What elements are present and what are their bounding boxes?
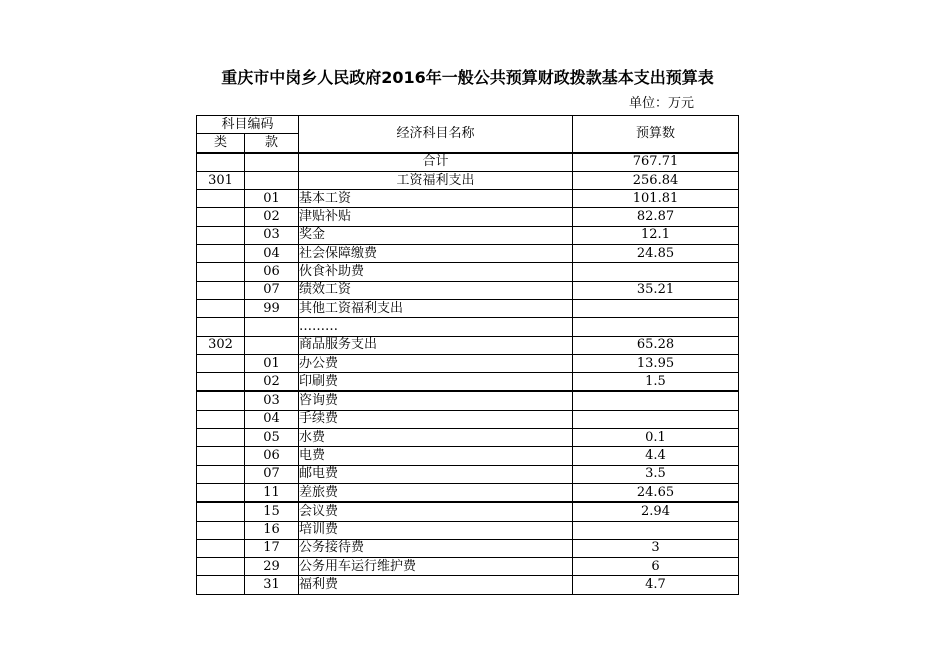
cell-lei: [197, 354, 245, 372]
cell-lei: [197, 521, 245, 539]
table-row: [197, 171, 739, 189]
cell-amount: 256.84: [573, 171, 739, 189]
cell-amount: [573, 521, 739, 539]
cell-kuan: [245, 171, 299, 189]
cell-name: 公务用车运行维护费: [299, 558, 573, 576]
table-row: [197, 208, 739, 226]
cell-kuan: 15: [245, 502, 299, 521]
header-kuan: 款: [245, 134, 299, 153]
cell-kuan: 11: [245, 483, 299, 502]
cell-lei: [197, 576, 245, 594]
cell-lei: [197, 318, 245, 336]
cell-amount: [573, 410, 739, 428]
cell-lei: 301: [197, 171, 245, 189]
cell-lei: [197, 539, 245, 557]
unit-label: 单位：万元: [628, 96, 694, 111]
cell-name: ………: [299, 318, 573, 336]
table-row: [197, 336, 739, 354]
cell-name: 基本工资: [299, 190, 573, 208]
cell-kuan: 06: [245, 447, 299, 465]
cell-kuan: 05: [245, 429, 299, 447]
table-row: [197, 558, 739, 576]
cell-kuan: 07: [245, 281, 299, 299]
cell-kuan: 06: [245, 263, 299, 281]
table-row: [197, 521, 739, 539]
table-row: [197, 318, 739, 336]
header-code-group: 科目编码: [197, 116, 299, 134]
cell-amount: 0.1: [573, 429, 739, 447]
cell-kuan: 07: [245, 465, 299, 483]
table-row: [197, 281, 739, 299]
cell-kuan: 03: [245, 391, 299, 410]
cell-kuan: 17: [245, 539, 299, 557]
cell-lei: 302: [197, 336, 245, 354]
table-row: [197, 539, 739, 557]
cell-amount: 1.5: [573, 373, 739, 392]
cell-lei: [197, 391, 245, 410]
cell-lei: [197, 429, 245, 447]
table-row: [197, 245, 739, 263]
cell-lei: [197, 153, 245, 172]
cell-lei: [197, 410, 245, 428]
cell-kuan: 16: [245, 521, 299, 539]
table-row: [197, 447, 739, 465]
cell-kuan: 01: [245, 354, 299, 372]
cell-name: 其他工资福利支出: [299, 299, 573, 317]
cell-name: 合计: [299, 153, 573, 172]
cell-amount: 24.85: [573, 245, 739, 263]
table-row: [197, 483, 739, 502]
table-row: [197, 502, 739, 521]
cell-lei: [197, 245, 245, 263]
cell-lei: [197, 226, 245, 244]
table-row: [197, 263, 739, 281]
cell-amount: 101.81: [573, 190, 739, 208]
cell-name: 奖金: [299, 226, 573, 244]
cell-name: 邮电费: [299, 465, 573, 483]
cell-name: 印刷费: [299, 373, 573, 392]
cell-kuan: 04: [245, 245, 299, 263]
cell-amount: 2.94: [573, 502, 739, 521]
cell-lei: [197, 281, 245, 299]
cell-lei: [197, 483, 245, 502]
cell-kuan: 99: [245, 299, 299, 317]
cell-amount: 35.21: [573, 281, 739, 299]
cell-name: 水费: [299, 429, 573, 447]
cell-name: 手续费: [299, 410, 573, 428]
table-row: [197, 299, 739, 317]
table-row: [197, 410, 739, 428]
cell-name: 办公费: [299, 354, 573, 372]
table-row: [197, 153, 739, 172]
cell-amount: 13.95: [573, 354, 739, 372]
cell-kuan: 02: [245, 373, 299, 392]
header-name: 经济科目名称: [299, 116, 573, 153]
cell-amount: 4.7: [573, 576, 739, 594]
cell-lei: [197, 373, 245, 392]
cell-name: 培训费: [299, 521, 573, 539]
cell-amount: 3.5: [573, 465, 739, 483]
table-row: [197, 226, 739, 244]
cell-amount: 6: [573, 558, 739, 576]
table-row: [197, 354, 739, 372]
header-row: [197, 116, 739, 134]
cell-name: 社会保障缴费: [299, 245, 573, 263]
table-row: [197, 465, 739, 483]
cell-lei: [197, 558, 245, 576]
cell-name: 商品服务支出: [299, 336, 573, 354]
cell-amount: 767.71: [573, 153, 739, 172]
cell-name: 伙食补助费: [299, 263, 573, 281]
cell-lei: [197, 465, 245, 483]
header-lei: 类: [197, 134, 245, 153]
table-row: [197, 429, 739, 447]
cell-amount: [573, 263, 739, 281]
table-row: [197, 576, 739, 594]
cell-lei: [197, 299, 245, 317]
cell-kuan: 03: [245, 226, 299, 244]
cell-amount: 82.87: [573, 208, 739, 226]
cell-name: 绩效工资: [299, 281, 573, 299]
cell-amount: [573, 299, 739, 317]
cell-amount: 4.4: [573, 447, 739, 465]
cell-name: 公务接待费: [299, 539, 573, 557]
cell-amount: 24.65: [573, 483, 739, 502]
cell-kuan: 29: [245, 558, 299, 576]
cell-amount: [573, 391, 739, 410]
cell-kuan: 01: [245, 190, 299, 208]
cell-lei: [197, 263, 245, 281]
cell-kuan: [245, 336, 299, 354]
header-amount: 预算数: [573, 116, 739, 153]
cell-amount: 3: [573, 539, 739, 557]
table-row: [197, 190, 739, 208]
cell-name: 会议费: [299, 502, 573, 521]
cell-name: 工资福利支出: [299, 171, 573, 189]
cell-kuan: 02: [245, 208, 299, 226]
cell-name: 差旅费: [299, 483, 573, 502]
cell-lei: [197, 190, 245, 208]
cell-amount: [573, 318, 739, 336]
cell-lei: [197, 208, 245, 226]
cell-lei: [197, 447, 245, 465]
cell-name: 电费: [299, 447, 573, 465]
table-row: [197, 373, 739, 392]
cell-kuan: 31: [245, 576, 299, 594]
cell-kuan: [245, 318, 299, 336]
table-row: [197, 391, 739, 410]
cell-name: 咨询费: [299, 391, 573, 410]
page-title: 重庆市中岗乡人民政府2016年一般公共预算财政拨款基本支出预算表: [221, 68, 714, 87]
cell-amount: 65.28: [573, 336, 739, 354]
cell-amount: 12.1: [573, 226, 739, 244]
cell-name: 津贴补贴: [299, 208, 573, 226]
cell-name: 福利费: [299, 576, 573, 594]
cell-kuan: 04: [245, 410, 299, 428]
budget-table: [196, 115, 739, 595]
cell-kuan: [245, 153, 299, 172]
cell-lei: [197, 502, 245, 521]
